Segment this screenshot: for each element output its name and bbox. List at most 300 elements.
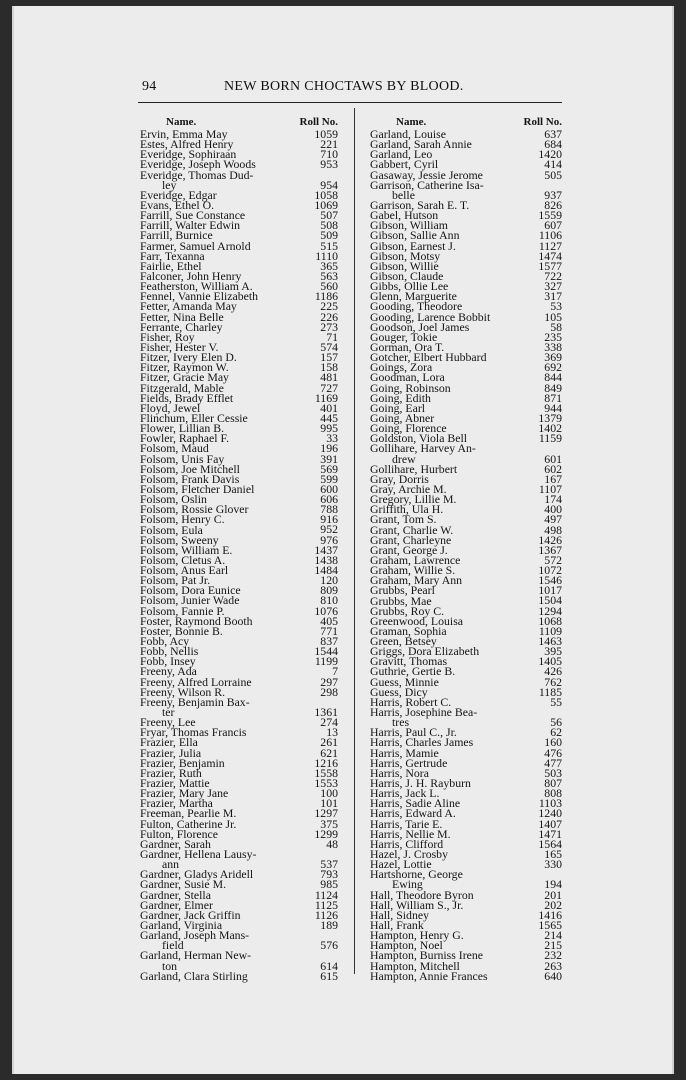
- roll-number: 261: [320, 735, 338, 750]
- roll-number: 226: [320, 309, 338, 324]
- roll-number: 954: [320, 177, 338, 192]
- roll-number: 1216: [314, 755, 338, 770]
- entry-name: Farmer, Samuel Arnold: [140, 238, 251, 253]
- roll-number: 56: [550, 715, 562, 730]
- roll-number: 1199: [314, 654, 338, 669]
- entry-name: Gibson, Earnest J.: [370, 238, 456, 253]
- roll-number: 214: [544, 928, 562, 943]
- entry-name: Ferrante, Charley: [140, 319, 223, 334]
- roll-number: 174: [544, 492, 562, 507]
- roll-number: 599: [320, 471, 338, 486]
- entry-name: Fobb, Insey: [140, 654, 196, 669]
- entry-name: Frazier, Benjamin: [140, 755, 225, 770]
- roll-number: 101: [320, 796, 338, 811]
- entry-name: Gasaway, Jessie Jerome: [370, 167, 483, 182]
- entry-name: Harris, Clifford: [370, 836, 444, 851]
- entry-name: Flinchum, Eller Cessie: [140, 410, 248, 425]
- roll-number: 338: [544, 339, 562, 354]
- roll-number: 710: [320, 147, 338, 162]
- entry-name: Garland, Louise: [370, 127, 447, 141]
- entry-name: Goings, Zora: [370, 360, 433, 375]
- roll-number: 1294: [538, 603, 562, 618]
- entry-name: Fairlie, Ethel: [140, 258, 202, 273]
- entry-name: Falconer, John Henry: [140, 268, 242, 283]
- entry-name: Gollihare, Hurbert: [370, 461, 458, 476]
- entry-name: Freeny, Wilson R.: [140, 684, 226, 699]
- entry-name: Frazier, Ella: [140, 735, 198, 750]
- entry-name: Folsom, Anus Earl: [140, 563, 229, 578]
- roll-number: 849: [544, 380, 562, 395]
- roll-number: 158: [320, 360, 338, 375]
- roll-number: 1407: [538, 816, 562, 831]
- entry-name: Graham, Willie S.: [370, 563, 456, 578]
- entry-name: Freeman, Pearlie M.: [140, 806, 237, 821]
- roll-number: 1504: [538, 593, 562, 608]
- roll-number: 1240: [538, 806, 562, 821]
- entry-name: Frazier, Martha: [140, 796, 213, 811]
- entry-name: Folsom, Maud: [140, 441, 209, 456]
- roll-number: 1127: [538, 238, 562, 253]
- roll-number: 515: [320, 238, 338, 253]
- entry-name: Graham, Mary Ann: [370, 573, 463, 588]
- entry-name: Folsom, Eula: [140, 522, 203, 537]
- entry-name: Harris, Gertrude: [370, 755, 448, 770]
- roll-number: 1559: [538, 208, 562, 223]
- entry-name: Estes, Alfred Henry: [140, 137, 234, 152]
- roll-number: 235: [544, 329, 562, 344]
- entry-name: Harris, J. H. Rayburn: [370, 776, 471, 791]
- roll-number: 692: [544, 360, 562, 375]
- roll-number: 58: [550, 319, 562, 334]
- entry-name-continuation: ley: [162, 177, 177, 192]
- roll-number: 273: [320, 319, 338, 334]
- roll-number: 497: [544, 512, 562, 527]
- roll-number: 62: [550, 725, 562, 740]
- roll-number: 1076: [314, 603, 338, 618]
- entry-name-continuation: field: [162, 938, 184, 953]
- roll-number: 809: [320, 583, 338, 598]
- roll-number: 1072: [538, 563, 562, 578]
- entry-name: Folsom, Sweeny: [140, 532, 219, 547]
- entry-name: Going, Florence: [370, 421, 447, 436]
- entry-name-line: Garland, Herman New-: [140, 948, 252, 963]
- entry-name: Gooding, Theodore: [370, 299, 463, 314]
- entry-name: Gardner, Elmer: [140, 897, 213, 912]
- roll-number: 569: [320, 461, 338, 476]
- roll-number: 614: [320, 958, 338, 973]
- entry-name: Hampton, Annie Frances: [370, 968, 488, 983]
- roll-number: 684: [544, 137, 562, 152]
- roll-number: 576: [320, 938, 338, 953]
- entry-name: Going, Robinson: [370, 380, 451, 395]
- roll-number: 120: [320, 573, 338, 588]
- header-rule: [138, 102, 562, 103]
- roll-number: 1169: [314, 390, 338, 405]
- entry-name: [140, 928, 250, 953]
- entry-name: Fitzgerald, Mable: [140, 380, 224, 395]
- entry-name: [370, 441, 476, 466]
- entry-name: Goodson, Joel James: [370, 319, 470, 334]
- entry-name: Fetter, Nina Belle: [140, 309, 224, 324]
- roll-number: 607: [544, 218, 562, 233]
- roll-number: 1471: [538, 826, 562, 841]
- entry-name: Everidge, Joseph Woods: [140, 157, 256, 172]
- roll-number: 1110: [315, 248, 338, 263]
- entry-name: Garrison, Sarah E. T.: [370, 198, 470, 212]
- roll-number: 1107: [538, 481, 562, 496]
- entry-name: Guthrie, Gertie B.: [370, 664, 456, 679]
- entry-name: Featherston, William A.: [140, 279, 253, 294]
- roll-number: 395: [544, 644, 562, 659]
- roll-number: 391: [320, 451, 338, 466]
- roll-number: 1564: [538, 836, 562, 851]
- entry-name: Griffith, Ula H.: [370, 502, 444, 517]
- entry-name: [370, 867, 463, 892]
- roll-number: 537: [320, 857, 338, 872]
- entry-name: Hall, Frank: [370, 918, 424, 933]
- roll-number: 788: [320, 502, 338, 517]
- roll-number: 844: [544, 370, 562, 385]
- entry-name: Fulton, Catherine Jr.: [140, 816, 237, 831]
- roll-number: 196: [320, 441, 338, 456]
- entry-name: Frazier, Mary Jane: [140, 786, 229, 801]
- roll-number: 274: [320, 715, 338, 730]
- roll-number: 1361: [314, 705, 338, 720]
- entry-name-line: Freeny, Benjamin Bax-: [140, 694, 250, 709]
- roll-number: 985: [320, 877, 338, 892]
- entry-name: [140, 948, 252, 973]
- roll-number: 563: [320, 268, 338, 283]
- entry-name: Folsom, Joe Mitchell: [140, 461, 240, 476]
- roll-header: Roll No.: [523, 116, 562, 128]
- roll-number: 574: [320, 339, 338, 354]
- entry-name: Harris, Charles James: [370, 735, 474, 750]
- entry-name: Greenwood, Louisa: [370, 613, 464, 628]
- left-column: [140, 117, 340, 981]
- entry-name: Going, Abner: [370, 410, 435, 425]
- roll-number: 601: [544, 451, 562, 466]
- roll-number: 1017: [538, 583, 562, 598]
- roll-number: 221: [320, 137, 338, 152]
- entry-name: Garland, Leo: [370, 147, 433, 162]
- entry-name: Gooding, Larence Bobbit: [370, 309, 491, 324]
- entry-name: Frazier, Julia: [140, 745, 202, 760]
- entry-name: Ervin, Emma May: [140, 127, 228, 141]
- entry-name: Gardner, Susie M.: [140, 877, 227, 892]
- entry-name-line: Garrison, Catherine Isa-: [370, 177, 484, 192]
- list-item: [370, 441, 564, 466]
- entry-name-line: Hartshorne, George: [370, 867, 463, 882]
- entry-name: Going, Edith: [370, 390, 431, 405]
- entry-name: Frazier, Ruth: [140, 765, 202, 780]
- roll-number: 1426: [538, 532, 562, 547]
- roll-number: 1367: [538, 542, 562, 557]
- entry-name: Green, Betsey: [370, 634, 437, 649]
- entry-name: Floyd, Jewel: [140, 400, 201, 415]
- entry-name: Folsom, Pat Jr.: [140, 573, 211, 588]
- roll-number: 602: [544, 461, 562, 476]
- entry-name: Fowler, Raphael F.: [140, 431, 230, 446]
- entry-name: Fennel, Vannie Elizabeth: [140, 289, 259, 304]
- entry-name: Gray, Dorris: [370, 471, 429, 486]
- entry-name-continuation: tres: [392, 715, 410, 730]
- entry-name: Grubbs, Roy C.: [370, 603, 445, 618]
- roll-number: 327: [544, 279, 562, 294]
- entry-name: Farr, Texanna: [140, 248, 205, 263]
- entry-name: Garland, Virginia: [140, 918, 223, 933]
- list-item: [140, 694, 340, 720]
- roll-number: 793: [320, 867, 338, 882]
- roll-number: 1577: [538, 258, 562, 273]
- entry-name: Gravitt, Thomas: [370, 654, 448, 669]
- roll-number: 837: [320, 634, 338, 649]
- roll-number: 600: [320, 481, 338, 496]
- roll-number: 916: [320, 512, 338, 527]
- entry-name: Freeny, Ada: [140, 664, 197, 679]
- roll-number: 365: [320, 258, 338, 273]
- right-column: [370, 117, 564, 981]
- roll-number: 71: [326, 329, 338, 344]
- roll-number: 508: [320, 218, 338, 233]
- entry-name: Flower, Lillian B.: [140, 421, 225, 436]
- entry-name: Harris, Nellie M.: [370, 826, 451, 841]
- roll-number: 330: [544, 857, 562, 872]
- roll-number: 1126: [314, 907, 338, 922]
- name-header: Name.: [396, 116, 427, 128]
- entry-name: Grant, Tom S.: [370, 512, 437, 527]
- list-item: [370, 177, 564, 202]
- entry-name: [140, 694, 250, 720]
- entry-name: Farrill, Walter Edwin: [140, 218, 241, 233]
- entry-name: Fobb, Acy: [140, 634, 190, 649]
- roll-number: 7: [332, 664, 338, 679]
- entry-name: Hazel, Lottie: [370, 857, 432, 872]
- entry-name: Harris, Robert C.: [370, 694, 452, 709]
- roll-number: 807: [544, 776, 562, 791]
- entry-name: Gregory, Lillie M.: [370, 492, 457, 507]
- roll-number: 477: [544, 755, 562, 770]
- roll-number: 507: [320, 208, 338, 223]
- roll-number: 1069: [314, 197, 338, 212]
- entry-name: Glenn, Marguerite: [370, 289, 457, 304]
- list-item: [140, 167, 340, 192]
- roll-number: 405: [320, 613, 338, 628]
- entry-name: [140, 847, 257, 872]
- roll-number: 1558: [314, 765, 338, 780]
- entry-name: Grubbs, Mae: [370, 593, 432, 608]
- entry-name: Gorman, Ora T.: [370, 339, 445, 354]
- entry-name-line: Garland, Joseph Mans-: [140, 928, 250, 943]
- roll-number: 55: [550, 694, 562, 709]
- roll-number: 871: [544, 390, 562, 405]
- entry-name: Fitzer, Ivery Elen D.: [140, 350, 237, 365]
- roll-number: 160: [544, 735, 562, 750]
- roll-number: 298: [320, 684, 338, 699]
- entry-name: Grubbs, Pearl: [370, 583, 435, 598]
- roll-number: 505: [544, 167, 562, 182]
- entry-name: Gabel, Hutson: [370, 208, 439, 223]
- roll-number: 157: [320, 350, 338, 365]
- entry-name: [370, 705, 478, 730]
- roll-number: 400: [544, 502, 562, 517]
- roll-header: Roll No.: [299, 116, 338, 128]
- roll-number: 1420: [538, 147, 562, 162]
- entry-name-line: Everidge, Thomas Dud-: [140, 167, 254, 182]
- roll-number: 1109: [538, 623, 562, 638]
- roll-number: 481: [320, 370, 338, 385]
- roll-number: 201: [544, 887, 562, 902]
- entry-name: Hampton, Mitchell: [370, 958, 460, 973]
- entry-name: Harris, Paul C., Jr.: [370, 725, 457, 740]
- roll-number: 1124: [314, 887, 338, 902]
- roll-number: 1474: [538, 248, 562, 263]
- entry-name-continuation: drew: [392, 451, 416, 466]
- entry-name: Fields, Brady Efflet: [140, 390, 234, 405]
- roll-number: 401: [320, 400, 338, 415]
- entry-name: Harris, Jack L.: [370, 786, 440, 801]
- entry-name-continuation: ter: [162, 705, 175, 720]
- roll-number: 976: [320, 532, 338, 547]
- entry-name: Folsom, Junier Wade: [140, 593, 240, 608]
- roll-number: 317: [544, 289, 562, 304]
- entry-name-line: Gollihare, Harvey An-: [370, 441, 476, 456]
- roll-number: 826: [544, 197, 562, 212]
- entry-name: Evans, Ethel O.: [140, 198, 215, 212]
- entry-name: Foster, Raymond Booth: [140, 613, 253, 628]
- entry-name: Garland, Sarah Annie: [370, 137, 472, 152]
- entry-name: Gardner, Gladys Aridell: [140, 867, 254, 882]
- entry-name: Harris, Sadie Aline: [370, 796, 461, 811]
- entry-name: Gardner, Jack Griffin: [140, 907, 241, 922]
- entry-name: Folsom, Oslin: [140, 492, 207, 507]
- roll-number: 167: [544, 471, 562, 486]
- entry-name-line: Harris, Josephine Bea-: [370, 705, 478, 720]
- roll-number: 808: [544, 786, 562, 801]
- entry-name: Graham, Lawrence: [370, 552, 461, 567]
- list-item: [370, 705, 564, 730]
- entry-name-continuation: ann: [162, 857, 180, 872]
- entry-name-continuation: ton: [162, 958, 178, 973]
- entry-name: Goodman, Lora: [370, 370, 445, 385]
- roll-number: 13: [326, 725, 338, 740]
- entry-name: Folsom, Frank Davis: [140, 471, 240, 486]
- roll-number: 503: [544, 765, 562, 780]
- roll-number: 1299: [314, 826, 338, 841]
- entry-name: Farrill, Sue Constance: [140, 208, 246, 223]
- entry-name: Goldston, Viola Bell: [370, 431, 468, 446]
- list-item: [140, 928, 340, 953]
- roll-number: 640: [544, 968, 562, 983]
- roll-number: 1553: [314, 776, 338, 791]
- roll-number: 1185: [538, 684, 562, 699]
- roll-number: 1068: [538, 613, 562, 628]
- entry-name: Everidge, Edgar: [140, 187, 217, 202]
- roll-number: 263: [544, 958, 562, 973]
- roll-number: 572: [544, 552, 562, 567]
- roll-number: 1544: [314, 644, 338, 659]
- page-header: [142, 79, 484, 99]
- roll-number: 1565: [538, 918, 562, 933]
- roll-number: 762: [544, 674, 562, 689]
- roll-number: 215: [544, 938, 562, 953]
- roll-number: 509: [320, 228, 338, 243]
- roll-number: 297: [320, 674, 338, 689]
- roll-number: 810: [320, 593, 338, 608]
- roll-number: 952: [320, 522, 338, 537]
- entry-name: Folsom, Rossie Glover: [140, 502, 249, 517]
- entry-name: Folsom, Fletcher Daniel: [140, 481, 255, 496]
- entry-name: Fisher, Hester V.: [140, 339, 219, 354]
- list-item: [140, 968, 340, 983]
- entry-name: Griggs, Dora Elizabeth: [370, 644, 480, 659]
- name-header: Name.: [166, 116, 197, 128]
- entry-name: Fisher, Roy: [140, 329, 195, 344]
- roll-number: 1125: [314, 897, 338, 912]
- entry-name: Harris, Nora: [370, 765, 429, 780]
- roll-number: 100: [320, 786, 338, 801]
- roll-number: 1379: [538, 410, 562, 425]
- entry-name: Folsom, Dora Eunice: [140, 583, 241, 598]
- roll-number: 771: [320, 623, 338, 638]
- entry-name: Gouger, Tokie: [370, 329, 438, 344]
- roll-number: 414: [544, 157, 562, 172]
- roll-number: 375: [320, 816, 338, 831]
- entry-name: Fitzer, Raymon W.: [140, 360, 229, 375]
- roll-number: 937: [544, 187, 562, 202]
- entry-name: Folsom, Fannie P.: [140, 603, 225, 618]
- roll-number: 1437: [314, 542, 338, 557]
- roll-number: 560: [320, 279, 338, 294]
- roll-number: 953: [320, 157, 338, 172]
- entry-name: Hall, William S., Jr.: [370, 897, 464, 912]
- entry-name: Graman, Sophia: [370, 623, 447, 638]
- roll-number: 165: [544, 847, 562, 862]
- entry-name: Gibson, Claude: [370, 268, 444, 283]
- entry-name: Grant, Charleyne: [370, 532, 452, 547]
- entry-name: Going, Earl: [370, 400, 426, 415]
- entry-name: Freeny, Alfred Lorraine: [140, 674, 252, 689]
- roll-number: 637: [544, 126, 562, 141]
- roll-number: 105: [544, 309, 562, 324]
- entry-name-continuation: belle: [392, 187, 415, 202]
- entry-name: Hampton, Henry G.: [370, 928, 464, 943]
- list-item: [140, 948, 340, 973]
- roll-number: 1438: [314, 552, 338, 567]
- roll-number: 194: [544, 877, 562, 892]
- entry-name: Farrill, Burnice: [140, 228, 213, 243]
- entry-name: Fitzer, Gracie May: [140, 370, 229, 385]
- entry-name: Fryar, Thomas Francis: [140, 725, 247, 740]
- roll-number: 369: [544, 350, 562, 365]
- entry-name: Grant, George J.: [370, 542, 448, 557]
- list-item: [370, 867, 564, 892]
- entry-name-continuation: Ewing: [392, 877, 423, 892]
- entry-name: Gibson, Sallie Ann: [370, 228, 460, 243]
- roll-number: 621: [320, 745, 338, 760]
- entry-name: Gotcher, Elbert Hubbard: [370, 350, 487, 365]
- roll-number: 232: [544, 948, 562, 963]
- entry-name: Gabbert, Cyril: [370, 157, 439, 172]
- entry-name: Hall, Theodore Byron: [370, 887, 474, 902]
- entry-name: Gardner, Stella: [140, 887, 211, 902]
- roll-number: 445: [320, 410, 338, 425]
- roll-number: 1463: [538, 634, 562, 649]
- roll-number: 53: [550, 299, 562, 314]
- roll-number: 722: [544, 268, 562, 283]
- roll-number: 498: [544, 522, 562, 537]
- entry-name: Garland, Clara Stirling: [140, 968, 248, 983]
- roll-number: 1484: [314, 563, 338, 578]
